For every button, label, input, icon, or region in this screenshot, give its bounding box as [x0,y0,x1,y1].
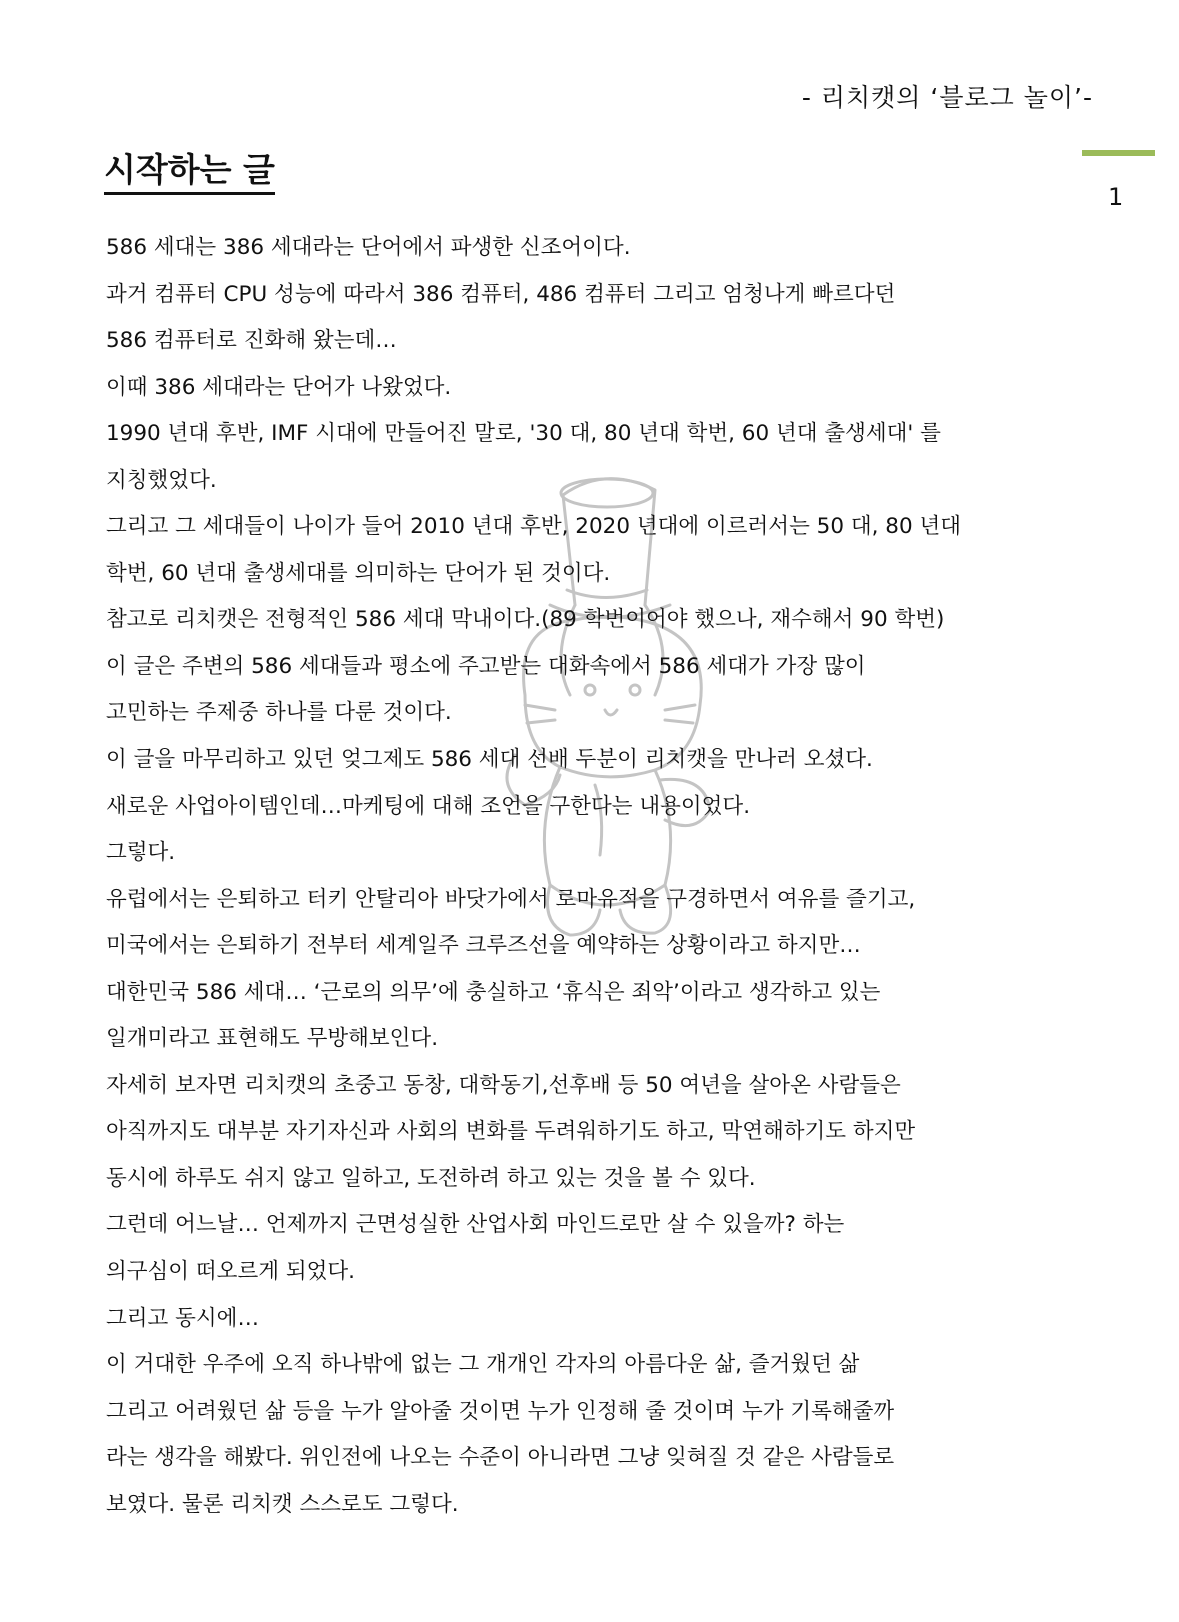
paragraph-line: 미국에서는 은퇴하기 전부터 세계일주 크루즈선을 예약하는 상황이라고 하지만… [106,933,861,959]
paragraph-line: 일개미라고 표현해도 무방해보인다. [106,1026,439,1052]
paragraph-line: 과거 컴퓨터 CPU 성능에 따라서 386 컴퓨터, 486 컴퓨터 그리고 엄청나게 빠르다던 [106,281,896,307]
paragraph-line: 학번, 60 년대 출생세대를 의미하는 단어가 된 것이다. [106,560,611,586]
paragraph-line: 아직까지도 대부분 자기자신과 사회의 변화를 두려워하기도 하고, 막연해하기도 하지만 [106,1119,916,1145]
paragraph-line: 이 글은 주변의 586 세대들과 평소에 주고받는 대화속에서 586 세대가 가장 많이 [106,653,866,679]
paragraph-line: 참고로 리치캣은 전형적인 586 세대 막내이다.(89 학번이어야 했으나, 재수해서 90 학번) [106,607,945,633]
paragraph-line: 고민하는 주제중 하나를 다룬 것이다. [106,700,452,726]
paragraph-line: 그리고 동시에… [106,1305,259,1331]
paragraph-line: 보였다. 물론 리치캣 스스로도 그렇다. [106,1491,459,1517]
paragraph-line: 그렇다. [106,840,176,866]
paragraph-line: 이 거대한 우주에 오직 하나밖에 없는 그 개개인 각자의 아름다운 삶, 즐거웠던 삶 [106,1352,860,1378]
body-text [106,225,1106,1528]
paragraph-line: 대한민국 586 세대… ‘근로의 의무’에 충실하고 ‘휴식은 죄악’이라고 생각하고 있는 [106,979,881,1005]
paragraph-line: 586 세대는 386 세대라는 단어에서 파생한 신조어이다. [106,235,631,260]
paragraph-line: 그리고 어려웠던 삶 등을 누가 알아줄 것이면 누가 인정해 줄 것이며 누가 기록해줄까 [106,1398,895,1424]
paragraph-line: 그런데 어느날… 언제까지 근면성실한 산업사회 마인드로만 살 수 있을까? 하는 [106,1212,845,1238]
paragraph-line: 동시에 하루도 쉬지 않고 일하고, 도전하려 하고 있는 것을 볼 수 있다. [106,1165,756,1191]
paragraph-line: 새로운 사업아이템인데…마케팅에 대해 조언을 구한다는 내용이었다. [106,793,751,819]
paragraph-line: 586 컴퓨터로 진화해 왔는데… [106,328,397,354]
section-title: 시작하는 글 [104,150,275,195]
paragraph-line: 1990 년대 후반, IMF 시대에 만들어진 말로, '30 대, 80 년대 학번, 60 년대 출생세대' 를 [106,421,941,447]
paragraph-line: 유럽에서는 은퇴하고 터키 안탈리아 바닷가에서 로마유적을 구경하면서 여유를 즐기고, [106,886,916,912]
paragraph-line: 자세히 보자면 리치캣의 초중고 동창, 대학동기,선후배 등 50 여년을 살아온 사람들은 [106,1072,901,1098]
paragraph-line: 그리고 그 세대들이 나이가 들어 2010 년대 후반, 2020 년대에 이르러서는 50 대, 80 년대 [106,514,962,540]
header-accent-rule [1082,150,1155,156]
paragraph-line: 라는 생각을 해봤다. 위인전에 나오는 수준이 아니라면 그냥 잊혀질 것 같은 사람들로 [106,1445,895,1471]
paragraph-line: 이 글을 마무리하고 있던 엊그제도 586 세대 선배 두분이 리치캣을 만나러 오셨다. [106,747,873,773]
paragraph-line: 지칭했었다. [106,467,217,493]
running-header: - 리치캣의 ‘블로그 놀이’- [801,83,1093,112]
paragraph-line: 이때 386 세대라는 단어가 나왔었다. [106,374,452,400]
paragraph-line: 의구심이 떠오르게 되었다. [106,1259,355,1285]
page-number: 1 [1108,183,1124,211]
